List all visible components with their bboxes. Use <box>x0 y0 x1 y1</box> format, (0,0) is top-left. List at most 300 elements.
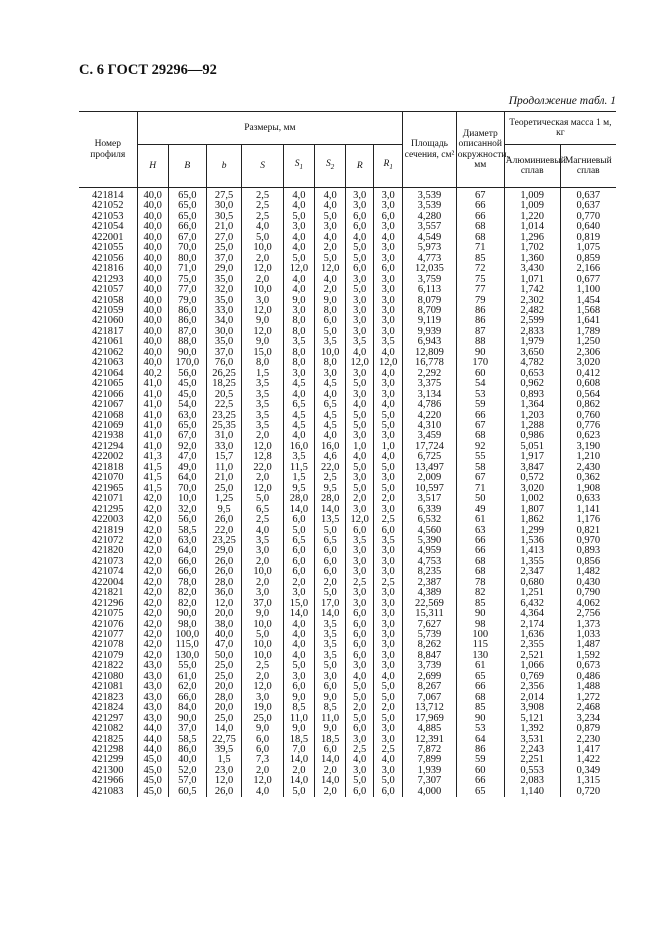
table-cell: 2,0 <box>242 766 283 776</box>
table-cell: 67 <box>456 473 504 483</box>
table-cell: 40,0 <box>137 316 168 326</box>
table-cell: 421052 <box>92 200 124 212</box>
table-cell: 3,5 <box>315 630 346 640</box>
subheader-S1 <box>283 145 314 188</box>
table-cell: 3,0 <box>346 275 374 285</box>
table-cell: 87,0 <box>168 327 206 337</box>
subheader-S2 <box>315 145 346 188</box>
table-cell: 30,0 <box>206 327 242 337</box>
table-cell: 61,0 <box>168 672 206 682</box>
table-cell: 2,5 <box>242 201 283 211</box>
table-cell: 1,220 <box>504 212 560 222</box>
table-cell: 6,0 <box>283 515 314 525</box>
table-cell: 1,296 <box>504 233 560 243</box>
table-cell: 1,742 <box>504 285 560 295</box>
table-cell: 10,597 <box>403 484 457 494</box>
table-cell: 84,0 <box>168 703 206 713</box>
table-cell: 3,0 <box>242 546 283 556</box>
table-cell: 6,0 <box>374 526 403 536</box>
table-cell: 0,893 <box>560 546 616 556</box>
table-cell: 25,0 <box>206 661 242 671</box>
table-cell: 1,299 <box>504 526 560 536</box>
table-cell: 1,536 <box>504 536 560 546</box>
table-cell: 37,0 <box>206 254 242 264</box>
table-continuation-label: Продолжение табл. 1 <box>508 95 616 107</box>
table-cell: 3,0 <box>374 327 403 337</box>
table-cell: 5,0 <box>283 254 314 264</box>
table-cell: 5,0 <box>346 285 374 295</box>
table-cell: 4,0 <box>315 390 346 400</box>
table-cell: 20,5 <box>206 390 242 400</box>
table-cell: 4,0 <box>346 233 374 243</box>
table-cell: 61 <box>456 661 504 671</box>
table-cell: 1,413 <box>504 546 560 556</box>
table-cell: 23,0 <box>206 766 242 776</box>
table-cell: 39,5 <box>206 745 242 755</box>
table-cell: 0,623 <box>560 431 616 441</box>
table-cell: 1,203 <box>504 411 560 421</box>
table-cell: 7,067 <box>403 693 457 703</box>
table-cell: 6,0 <box>283 567 314 577</box>
table-cell: 60 <box>456 766 504 776</box>
table-cell: 1,009 <box>504 188 560 202</box>
table-cell: 3,0 <box>374 379 403 389</box>
table-cell: 10,0 <box>242 243 283 253</box>
table-cell: 1,789 <box>560 327 616 337</box>
table-cell: 5,0 <box>346 411 374 421</box>
table-cell: 92 <box>456 442 504 452</box>
table-cell: 14,0 <box>283 505 314 515</box>
table-cell: 49 <box>456 505 504 515</box>
table-cell: 6,432 <box>504 599 560 609</box>
subheader-R1 <box>374 145 403 188</box>
table-cell: 0,720 <box>560 787 616 797</box>
table-cell: 41,0 <box>137 379 168 389</box>
table-cell: 6,532 <box>403 515 457 525</box>
table-cell: 20,0 <box>206 703 242 713</box>
table-cell: 7,627 <box>403 620 457 630</box>
table-cell: 40,0 <box>137 188 168 202</box>
table-cell: 4,0 <box>283 188 314 202</box>
table-cell: 0,412 <box>560 369 616 379</box>
table-cell: 4,0 <box>315 275 346 285</box>
table-cell: 41,0 <box>137 400 168 410</box>
table-row <box>79 787 616 797</box>
table-cell: 45,0 <box>137 766 168 776</box>
table-cell: 4,364 <box>504 609 560 619</box>
table-cell: 0,970 <box>560 536 616 546</box>
table-cell: 5,121 <box>504 714 560 724</box>
table-cell: 2,243 <box>504 745 560 755</box>
table-cell: 0,856 <box>560 557 616 567</box>
table-cell: 8,079 <box>403 296 457 306</box>
table-cell: 3,0 <box>346 766 374 776</box>
table-cell: 8,0 <box>283 316 314 326</box>
table-cell: 2,0 <box>283 578 314 588</box>
table-cell: 6,0 <box>346 724 374 734</box>
table-cell: 67,0 <box>168 431 206 441</box>
table-cell: 3,5 <box>315 640 346 650</box>
table-cell: 25,0 <box>206 243 242 253</box>
table-cell: 421056 <box>92 252 124 264</box>
table-cell: 421299 <box>92 754 124 766</box>
table-cell: 9,0 <box>315 724 346 734</box>
table-cell: 3,0 <box>374 243 403 253</box>
table-cell: 12,0 <box>242 327 283 337</box>
table-cell: 5,0 <box>315 588 346 598</box>
table-cell: 32,0 <box>168 505 206 515</box>
table-cell: 3,847 <box>504 463 560 473</box>
table-cell: 37,0 <box>168 724 206 734</box>
table-cell: 3,0 <box>374 296 403 306</box>
table-cell: 3,0 <box>374 735 403 745</box>
table-cell: 2,5 <box>315 473 346 483</box>
table-cell: 5,0 <box>315 327 346 337</box>
subheader-S1-index: 1 <box>299 163 304 172</box>
table-cell: 3,0 <box>374 567 403 577</box>
table-cell: 1,807 <box>504 505 560 515</box>
table-cell: 6,0 <box>315 546 346 556</box>
table-cell: 421083 <box>92 785 124 797</box>
table-cell: 67 <box>456 421 504 431</box>
table-cell: 59 <box>456 400 504 410</box>
table-cell: 68 <box>456 557 504 567</box>
table-cell: 2,174 <box>504 620 560 630</box>
table-cell: 421293 <box>92 273 124 285</box>
table-cell: 5,0 <box>374 693 403 703</box>
table-cell: 1,422 <box>560 755 616 765</box>
table-cell: 421074 <box>92 566 124 578</box>
table-cell: 3,0 <box>374 588 403 598</box>
table-cell: 14,0 <box>283 609 314 619</box>
table-cell: 43,0 <box>137 693 168 703</box>
table-cell: 6,0 <box>346 630 374 640</box>
table-cell: 3,190 <box>560 442 616 452</box>
table-cell: 12,0 <box>283 264 314 274</box>
table-cell: 40,0 <box>137 254 168 264</box>
table-cell: 12,0 <box>242 264 283 274</box>
table-cell: 9,5 <box>315 484 346 494</box>
table-cell: 7,307 <box>403 776 457 786</box>
table-cell: 40,0 <box>137 358 168 368</box>
table-cell: 421053 <box>92 210 124 222</box>
table-cell: 3,517 <box>403 494 457 504</box>
table-cell: 3,375 <box>403 379 457 389</box>
table-cell: 14,0 <box>283 776 314 786</box>
table-cell: 75 <box>456 275 504 285</box>
table-cell: 12,0 <box>242 484 283 494</box>
table-cell: 5,0 <box>315 526 346 536</box>
table-cell: 44,0 <box>137 735 168 745</box>
table-cell: 1,066 <box>504 661 560 671</box>
table-cell: 43,0 <box>137 672 168 682</box>
table-cell: 42,0 <box>137 494 168 504</box>
table-cell: 0,640 <box>560 222 616 232</box>
table-cell: 0,790 <box>560 588 616 598</box>
table-cell: 3,5 <box>346 536 374 546</box>
table-cell: 115 <box>456 640 504 650</box>
table-cell: 1,360 <box>504 254 560 264</box>
table-cell: 6,0 <box>374 212 403 222</box>
table-cell: 47,0 <box>206 640 242 650</box>
table-cell: 3,5 <box>242 390 283 400</box>
table-cell: 86 <box>456 306 504 316</box>
table-cell: 5,0 <box>315 254 346 264</box>
table-cell: 66,0 <box>168 693 206 703</box>
table-cell: 1,176 <box>560 515 616 525</box>
table-cell: 45,0 <box>137 776 168 786</box>
table-cell: 35,0 <box>206 275 242 285</box>
table-cell: 8,847 <box>403 651 457 661</box>
table-cell: 58 <box>456 463 504 473</box>
table-cell: 2,5 <box>242 188 283 202</box>
table-cell: 12,0 <box>242 442 283 452</box>
table-cell: 9,5 <box>283 484 314 494</box>
table-cell: 4,389 <box>403 588 457 598</box>
table-cell: 3,0 <box>374 546 403 556</box>
table-cell: 2,302 <box>504 296 560 306</box>
table-cell: 86,0 <box>168 316 206 326</box>
table-cell: 6,0 <box>346 212 374 222</box>
table-cell: 3,0 <box>374 306 403 316</box>
table-cell: 6,0 <box>315 567 346 577</box>
table-cell: 6,0 <box>346 526 374 536</box>
table-cell: 0,862 <box>560 400 616 410</box>
table-cell: 9,0 <box>283 693 314 703</box>
table-cell: 421820 <box>92 545 124 557</box>
table-cell: 7,3 <box>242 755 283 765</box>
subheader-R: R <box>346 145 374 188</box>
table-cell: 12,0 <box>242 682 283 692</box>
table-cell: 2,0 <box>242 672 283 682</box>
table-cell: 63,0 <box>168 536 206 546</box>
table-cell: 0,962 <box>504 379 560 389</box>
table-cell: 3,0 <box>346 188 374 202</box>
table-cell: 4,0 <box>374 452 403 462</box>
table-cell: 1,702 <box>504 243 560 253</box>
table-cell: 0,349 <box>560 766 616 776</box>
page-header: С. 6 ГОСТ 29296—92 <box>79 62 217 78</box>
table-cell: 2,0 <box>346 703 374 713</box>
table-cell: 0,362 <box>560 473 616 483</box>
table-cell: 421060 <box>92 315 124 327</box>
table-cell: 14,0 <box>315 776 346 786</box>
table-cell: 5,0 <box>374 411 403 421</box>
table-cell: 3,0 <box>374 505 403 515</box>
table-cell: 54 <box>456 379 504 389</box>
table-cell: 7,899 <box>403 755 457 765</box>
table-cell: 16,0 <box>283 442 314 452</box>
table-cell: 45,0 <box>137 787 168 797</box>
table-cell: 5,0 <box>346 463 374 473</box>
table-cell: 5,0 <box>374 714 403 724</box>
table-cell: 6,339 <box>403 505 457 515</box>
table-cell: 2,251 <box>504 755 560 765</box>
table-cell: 1,364 <box>504 400 560 410</box>
table-cell: 421294 <box>92 440 124 452</box>
table-cell: 1,488 <box>560 682 616 692</box>
table-cell: 12,0 <box>206 776 242 786</box>
table-cell: 0,893 <box>504 390 560 400</box>
table-cell: 35,0 <box>206 337 242 347</box>
table-cell: 70,0 <box>168 243 206 253</box>
table-cell: 40,0 <box>137 327 168 337</box>
table-cell: 25,35 <box>206 421 242 431</box>
table-cell: 56,0 <box>168 515 206 525</box>
table-cell: 5,0 <box>242 233 283 243</box>
table-cell: 3,0 <box>346 431 374 441</box>
table-cell: 22,569 <box>403 599 457 609</box>
table-cell: 47,0 <box>168 452 206 462</box>
table-cell: 82 <box>456 588 504 598</box>
table-cell: 130,0 <box>168 651 206 661</box>
table-cell: 40,0 <box>137 243 168 253</box>
table-cell: 2,5 <box>242 515 283 525</box>
table-row <box>79 515 616 525</box>
table-cell: 87 <box>456 327 504 337</box>
table-cell: 37,0 <box>206 348 242 358</box>
table-cell: 2,5 <box>374 745 403 755</box>
table-cell: 41,5 <box>137 484 168 494</box>
table-cell: 1,5 <box>283 473 314 483</box>
table-cell: 8,262 <box>403 640 457 650</box>
table-cell: 1,908 <box>560 484 616 494</box>
table-cell: 2,347 <box>504 567 560 577</box>
table-cell: 421824 <box>92 702 124 714</box>
table-cell: 2,5 <box>374 515 403 525</box>
table-cell: 4,000 <box>403 787 457 797</box>
table-cell: 5,973 <box>403 243 457 253</box>
table-cell: 65,0 <box>168 421 206 431</box>
table-cell: 31,0 <box>206 431 242 441</box>
table-cell: 421822 <box>92 660 124 672</box>
table-row <box>79 285 616 295</box>
table-cell: 8,267 <box>403 682 457 692</box>
table-cell: 3,0 <box>346 390 374 400</box>
table-cell: 40,0 <box>137 296 168 306</box>
table-cell: 3,134 <box>403 390 457 400</box>
table-cell: 4,6 <box>315 452 346 462</box>
table-cell: 421062 <box>92 346 124 358</box>
table-cell: 22,0 <box>315 463 346 473</box>
table-cell: 1,939 <box>403 766 457 776</box>
subheader-S2-index: 2 <box>330 163 335 172</box>
table-cell: 12,0 <box>346 358 374 368</box>
table-cell: 2,756 <box>560 609 616 619</box>
table-cell: 4,0 <box>315 431 346 441</box>
table-cell: 3,759 <box>403 275 457 285</box>
table-cell: 1,392 <box>504 724 560 734</box>
table-cell: 0,821 <box>560 526 616 536</box>
table-cell: 2,0 <box>283 766 314 776</box>
table-cell: 6,0 <box>346 620 374 630</box>
table-cell: 421297 <box>92 712 124 724</box>
table-cell: 8,5 <box>283 703 314 713</box>
table-cell: 1,002 <box>504 494 560 504</box>
table-cell: 68 <box>456 693 504 703</box>
subheader-magnesium: Магниевый сплав <box>560 145 616 188</box>
table-cell: 42,0 <box>137 505 168 515</box>
subheader-S2-letter: S <box>326 159 331 170</box>
table-cell: 8,5 <box>315 703 346 713</box>
table-cell: 43,0 <box>137 703 168 713</box>
table-cell: 5,0 <box>374 421 403 431</box>
table-cell: 0,553 <box>504 766 560 776</box>
table-cell: 5,0 <box>374 484 403 494</box>
table-cell: 3,539 <box>403 188 457 202</box>
table-cell: 1,071 <box>504 275 560 285</box>
table-cell: 34,0 <box>206 316 242 326</box>
table-cell: 42,0 <box>137 557 168 567</box>
table-cell: 23,25 <box>206 411 242 421</box>
table-cell: 1,5 <box>242 369 283 379</box>
table-cell: 11,0 <box>206 463 242 473</box>
table-cell: 71 <box>456 484 504 494</box>
table-cell: 17,0 <box>315 599 346 609</box>
table-cell: 4,0 <box>315 201 346 211</box>
table-cell: 41,5 <box>137 473 168 483</box>
table-cell: 2,833 <box>504 327 560 337</box>
table-cell: 14,0 <box>315 755 346 765</box>
table-cell: 9,0 <box>283 296 314 306</box>
table-cell: 5,0 <box>346 484 374 494</box>
table-cell: 1,592 <box>560 651 616 661</box>
table-cell: 421073 <box>92 555 124 567</box>
table-cell: 40,0 <box>137 275 168 285</box>
table-cell: 3,0 <box>346 735 374 745</box>
table-cell: 3,0 <box>346 557 374 567</box>
header-mass: Теоретическая масса 1 м, кг <box>504 112 616 145</box>
table-cell: 3,0 <box>374 390 403 400</box>
table-cell: 3,0 <box>283 369 314 379</box>
table-cell: 71,0 <box>168 264 206 274</box>
table-cell: 2,430 <box>560 463 616 473</box>
table-cell: 50 <box>456 494 504 504</box>
table-cell: 115,0 <box>168 640 206 650</box>
table-cell: 9,0 <box>242 316 283 326</box>
table-cell: 3,0 <box>346 567 374 577</box>
table-cell: 72 <box>456 264 504 274</box>
table-cell: 3,0 <box>374 557 403 567</box>
table-cell: 4,0 <box>346 348 374 358</box>
table-cell: 10,0 <box>242 285 283 295</box>
table-cell: 10,0 <box>242 620 283 630</box>
table-cell: 5,0 <box>346 243 374 253</box>
table-cell: 2,387 <box>403 578 457 588</box>
table-cell: 2,521 <box>504 651 560 661</box>
table-cell: 3,0 <box>374 254 403 264</box>
table-cell: 65,0 <box>168 212 206 222</box>
table-cell: 2,599 <box>504 316 560 326</box>
table-cell: 13,497 <box>403 463 457 473</box>
table-cell: 12,0 <box>346 515 374 525</box>
table-cell: 41,5 <box>137 463 168 473</box>
table-cell: 22,0 <box>206 526 242 536</box>
table-cell: 5,0 <box>374 682 403 692</box>
table-cell: 2,5 <box>242 212 283 222</box>
table-cell: 422004 <box>92 576 124 588</box>
table-cell: 421300 <box>92 764 124 776</box>
table-cell: 44,0 <box>137 745 168 755</box>
table-cell: 11,5 <box>283 463 314 473</box>
table-cell: 66 <box>456 411 504 421</box>
table-cell: 1,373 <box>560 620 616 630</box>
table-cell: 4,220 <box>403 411 457 421</box>
table-cell: 421819 <box>92 524 124 536</box>
table-cell: 6,725 <box>403 452 457 462</box>
table-cell: 40,0 <box>137 233 168 243</box>
table-cell: 12,809 <box>403 348 457 358</box>
